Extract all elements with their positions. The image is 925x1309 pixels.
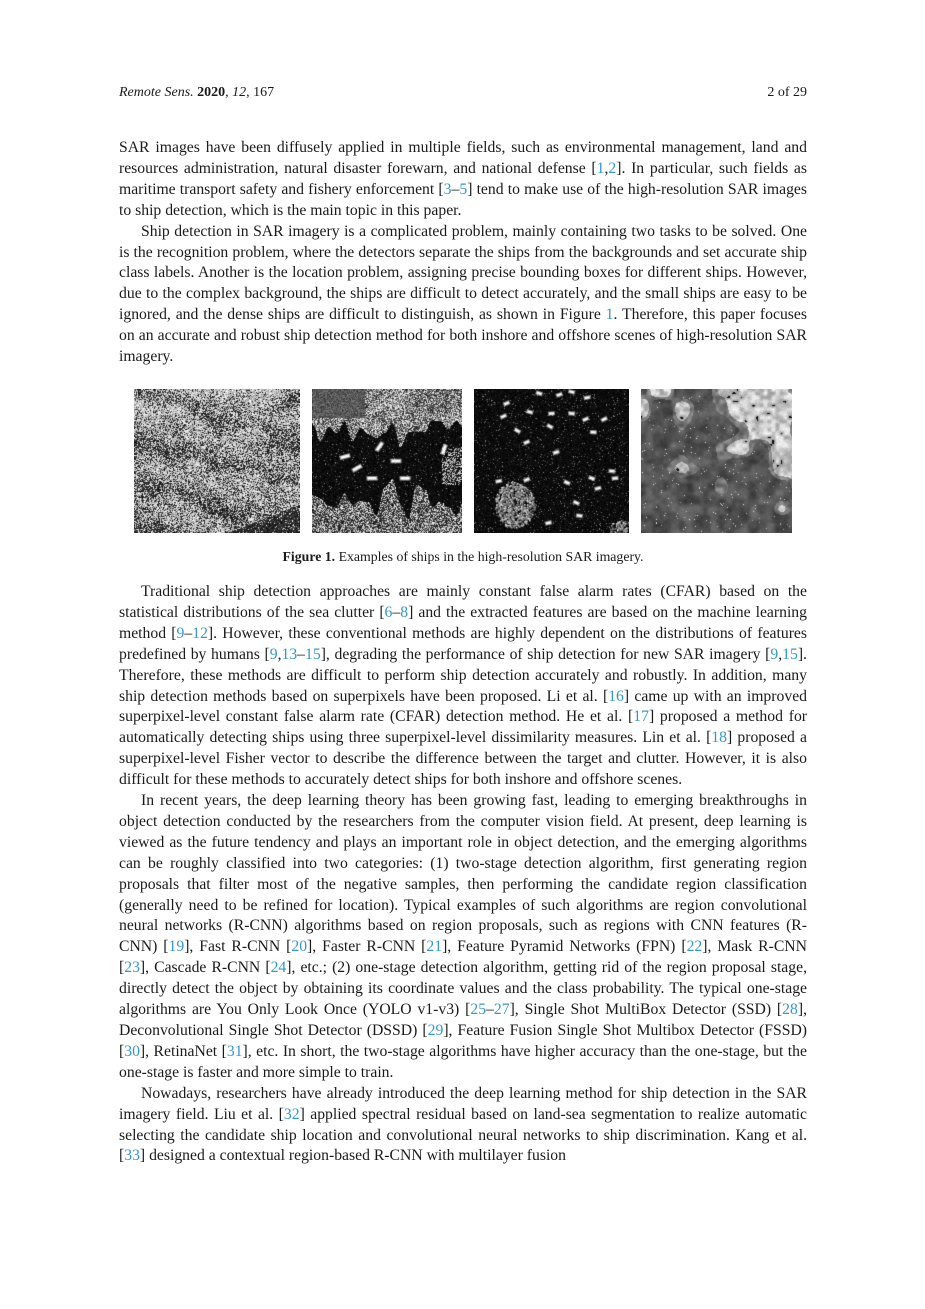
text-segment: , [277, 645, 282, 663]
text-segment: ], Mask R-CNN [ [119, 938, 807, 977]
text-segment: – [486, 1001, 494, 1019]
citation-link[interactable]: 23 [124, 959, 140, 977]
figure-caption-label: Figure 1. [282, 548, 336, 564]
text-segment: ], Feature Fusion Single Shot Multibox Detector (FSSD) [ [119, 1022, 808, 1060]
figure-caption-text: Examples of ships in the high-resolution SAR imagery. [335, 548, 644, 564]
figure-caption [119, 549, 807, 565]
sar-image-harbor [134, 389, 300, 533]
text-segment: – [392, 603, 401, 621]
journal-volume: 12 [232, 85, 247, 100]
text-segment: ], Deconvolutional Single Shot Detector (DSSD) [ [119, 1001, 808, 1039]
text-segment: ], Fast R-CNN [ [184, 938, 292, 956]
text-segment: In recent years, the deep learning theory has been growing fast, leading to emerging breakthroughs in object detection conducted by the researchers from the computer vision field. At present, deep learning is viewed as the future tendency and plays an important role in object detection, and the emerging algorithms can be roughly classified into two categories: (1) two-stage detection algorithm, first generating region proposals that filter most of the negative samples, then performing the candidate region classification (generally need to be refined for location). Typical examples of such algorithms are region convolutional neural networks (R-CNN) algorithms based on region proposals, such as regions with CNN features (R-CNN) [ [119, 792, 807, 956]
citation-link[interactable]: 25 [470, 1001, 487, 1019]
paragraph [119, 582, 807, 791]
citation-link[interactable]: 15 [782, 645, 798, 663]
text-segment: ] and the extracted features are based on the machine learning method [ [119, 603, 807, 642]
text-segment: ] designed a contextual region-based R-CNN with multilayer fusion [139, 1147, 566, 1165]
text-segment: , [778, 645, 783, 663]
text-segment: ]. In particular, such fields as maritime transport safety and fishery enforcement [ [119, 159, 807, 198]
text-segment: ] tend to make use of the high-resolution SAR images to ship detection, which is the main topic in this paper. [119, 180, 807, 219]
paragraph [119, 791, 807, 1084]
citation-link[interactable]: 8 [400, 603, 409, 621]
text-segment: Traditional ship detection approaches are mainly constant false alarm rates (CFAR) based on the statistical distributions of the sea clutter [ [119, 582, 807, 621]
text-segment: Ship detection in SAR imagery is a complicated problem, mainly containing two tasks to be solved. One is the recognition problem, where the detectors separate the ships from the backgrounds and set accurate ship class labels. Another is the location problem, assigning precise bounding boxes for different ships. However, due to the complex background, the ships are difficult to detect accurately, and the small ships are easy to be ignored, and the dense ships are difficult to distinguish, as shown in Figure [119, 222, 807, 324]
figure-1 [119, 389, 807, 565]
text-segment: , [604, 159, 609, 177]
text-segment: ] applied spectral residual based on land-sea segmentation to realize automatic selecting the candidate ship location and convolutional neural networks to ship discrimination. Kang et al. [ [119, 1105, 807, 1165]
text-segment: . Therefore, this paper focuses on an accurate and robust ship detection method for both inshore and offshore scenes of high-resolution SAR imagery. [119, 306, 807, 366]
figure-images [119, 389, 807, 533]
citation-link[interactable]: 22 [686, 938, 703, 956]
sar-image-coast [312, 389, 462, 533]
citation-link[interactable]: 3 [443, 180, 452, 198]
text-segment: ], Faster R-CNN [ [307, 938, 427, 956]
paragraph [119, 1084, 807, 1168]
citation-link[interactable]: 17 [633, 708, 649, 726]
citation-link[interactable]: 9 [269, 645, 278, 663]
citation-link[interactable]: 18 [711, 729, 728, 747]
text-segment: ], RetinaNet [ [139, 1042, 227, 1060]
citation-link[interactable]: 9 [770, 645, 779, 663]
text-segment: Nowadays, researchers have already introduced the deep learning method for ship detection in the SAR imagery field. Liu et al. [ [119, 1084, 807, 1123]
citation-link[interactable]: 19 [168, 938, 185, 956]
text-segment: ], degrading the performance of ship detection for new SAR imagery [ [320, 645, 771, 663]
paragraph [119, 222, 807, 368]
sar-image-offshore [474, 389, 629, 533]
text-segment: ], Feature Pyramid Networks (FPN) [ [442, 938, 687, 956]
citation-link[interactable]: 32 [283, 1105, 300, 1123]
citation-link[interactable]: 15 [305, 645, 321, 663]
citation-link[interactable]: 30 [124, 1042, 140, 1060]
page-header [119, 85, 807, 101]
citation-link[interactable]: 12 [192, 624, 208, 642]
citation-link[interactable]: 6 [384, 603, 393, 621]
text-segment: ]. Therefore, these methods are difficult to perform ship detection accurately and robustly. In addition, many ship detection methods based on superpixels have been proposed. Li et al. [ [119, 645, 807, 705]
paragraph [119, 138, 807, 222]
text-segment: ], Single Shot MultiBox Detector (SSD) [ [509, 1001, 783, 1019]
text-segment: – [451, 180, 460, 198]
citation-link[interactable]: 1 [605, 306, 614, 324]
citation-link[interactable]: 24 [270, 959, 287, 977]
citation-link[interactable]: 20 [291, 938, 308, 956]
text-segment: – [184, 624, 193, 642]
citation-link[interactable]: 5 [459, 180, 468, 198]
journal-reference: Remote Sens. 2020, 12, 167 [119, 85, 275, 100]
text-segment: ] proposed a method for automatically detecting ships using three superpixel-level dissimilarity measures. Lin et al. [ [119, 708, 808, 747]
page-body [119, 138, 807, 1167]
text-segment: ], Cascade R-CNN [ [139, 959, 271, 977]
citation-link[interactable]: 13 [281, 645, 298, 663]
text-segment: ], etc. In short, the two-stage algorithms have higher accuracy than the one-stage, but the one-stage is faster and more simple to train. [119, 1042, 807, 1081]
citation-link[interactable]: 2 [608, 159, 617, 177]
citation-link[interactable]: 28 [782, 1001, 798, 1019]
citation-link[interactable]: 29 [427, 1022, 444, 1039]
page-number: 2 of 29 [767, 85, 807, 100]
citation-link[interactable]: 31 [226, 1042, 243, 1060]
citation-link[interactable]: 9 [176, 624, 185, 642]
citation-link[interactable]: 27 [493, 1001, 510, 1019]
text-segment: ] came up with an improved superpixel-level constant false alarm rate (CFAR) detection method. He et al. [ [119, 687, 807, 726]
citation-link[interactable]: 33 [124, 1147, 140, 1165]
text-segment: ], etc.; (2) one-stage detection algorithm, getting rid of the region proposal stage, directly detect the object by obtaining its coordinate values and the class probability. The typical one-stage algorithms are You Only Look Once (YOLO v1-v3) [ [119, 959, 807, 1019]
citation-link[interactable]: 1 [596, 159, 605, 177]
text-segment: ]. However, these conventional methods are highly dependent on the distributions of features predefined by humans [ [119, 624, 807, 663]
text-segment: ] proposed a superpixel-level Fisher vector to describe the difference between the target and clutter. However, it is also difficult for these methods to accurately detect ships for both inshore and offshore scenes. [119, 729, 807, 789]
sar-image-landmass [641, 389, 792, 533]
journal-article-number: , 167 [246, 85, 275, 100]
citation-link[interactable]: 16 [608, 687, 624, 705]
journal-name: Remote Sens. [119, 85, 194, 100]
citation-link[interactable]: 21 [426, 938, 443, 956]
journal-year: 2020 [193, 85, 226, 100]
text-segment: SAR images have been diffusely applied in multiple fields, such as environmental management, land and resources administration, natural disaster forewarn, and national defense [ [119, 139, 807, 177]
text-segment: – [297, 645, 306, 663]
